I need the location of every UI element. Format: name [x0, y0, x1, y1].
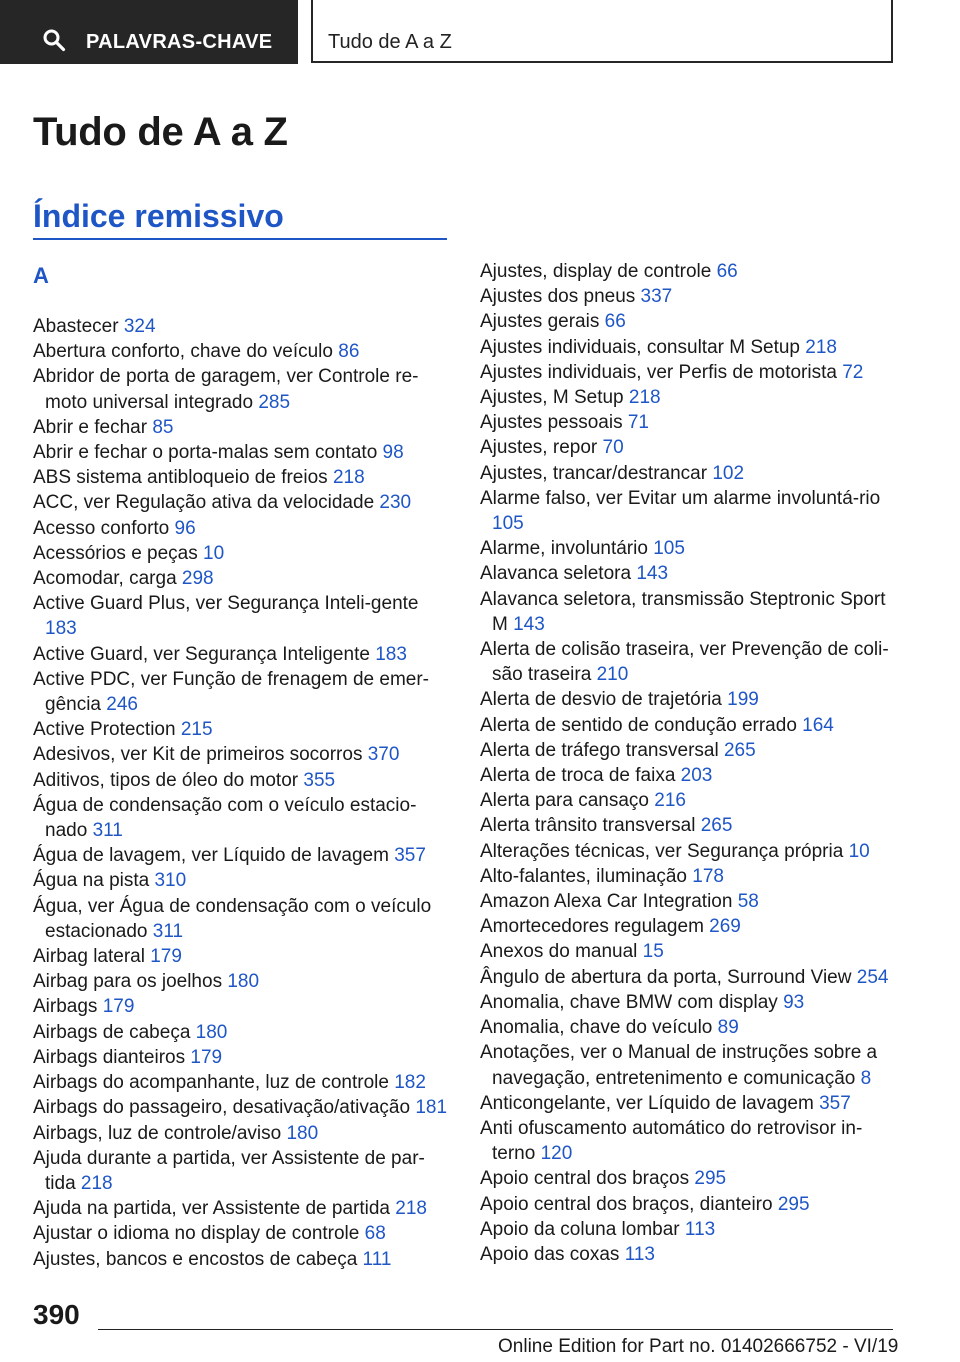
index-entry-term: Airbags, luz de controle/aviso: [33, 1122, 282, 1144]
index-entry: [33, 516, 453, 541]
page-reference-link[interactable]: 182: [394, 1072, 426, 1094]
index-entry-term: Anticongelante, ver Líquido de lavagem: [480, 1092, 814, 1114]
index-entry-term: Alerta de tráfego transversal: [480, 739, 719, 761]
page-reference-link[interactable]: 246: [106, 694, 138, 716]
index-letter-heading: A: [33, 263, 49, 288]
page-reference-link[interactable]: 310: [154, 870, 187, 892]
index-entry: [480, 738, 900, 763]
page-reference-link[interactable]: 216: [654, 790, 686, 812]
index-entry: [33, 768, 453, 793]
index-entry-term: Amazon Alexa Car Integration: [480, 891, 733, 913]
page-reference-link[interactable]: 203: [680, 765, 713, 787]
index-entry: [33, 894, 453, 944]
page-reference-link[interactable]: 311: [92, 820, 123, 842]
index-entry: [33, 944, 453, 969]
index-entry: [480, 713, 900, 738]
page-reference-link[interactable]: 180: [195, 1021, 228, 1043]
index-entry: [480, 1192, 900, 1217]
index-entry: [33, 415, 453, 440]
index-entry-term: Ângulo de abertura da porta, Surround View: [480, 966, 852, 988]
index-entry-term: Alerta de desvio de trajetória: [480, 689, 722, 711]
index-entry-term: Ajustes gerais: [480, 311, 600, 333]
index-entry: [480, 1166, 900, 1191]
index-entry: [33, 793, 453, 843]
page-reference-link[interactable]: 265: [700, 815, 733, 837]
index-entry: [33, 667, 453, 717]
index-entry-term: Alterações técnicas, ver Segurança própria: [480, 840, 844, 862]
index-entry-term: Airbags do acompanhante, luz de controle: [33, 1072, 389, 1094]
index-entry-term: Anti ofuscamento automático do retrovisor in-terno: [480, 1117, 863, 1165]
index-entry-term: Active Protection: [33, 719, 176, 741]
index-entry-term: Alavanca seletora, transmissão Steptronic Sport M: [480, 588, 886, 635]
index-entry: [33, 1247, 453, 1272]
page-reference-link[interactable]: 295: [777, 1193, 810, 1215]
index-entry: [480, 410, 900, 435]
index-entry-term: Airbags dianteiros: [33, 1046, 186, 1068]
index-entry: [480, 813, 900, 838]
page-reference-link[interactable]: 218: [628, 387, 661, 409]
index-entry-term: Ajustes dos pneus: [480, 286, 636, 308]
index-entry-term: Active PDC, ver Função de frenagem de emer-gência: [33, 668, 430, 716]
page-reference-link[interactable]: 179: [150, 946, 182, 968]
index-entry-term: Apoio da coluna lombar: [480, 1218, 680, 1240]
page-reference-link[interactable]: 355: [303, 769, 336, 791]
index-entry-term: ACC, ver Regulação ativa da velocidade: [33, 492, 375, 514]
index-entry: [33, 1196, 453, 1221]
page-reference-link[interactable]: 113: [624, 1243, 655, 1265]
index-entry-term: Amortecedores regulagem: [480, 916, 704, 938]
index-entry: [480, 1116, 900, 1166]
index-entry-term: Ajustes, trancar/destrancar: [480, 462, 708, 484]
page-reference-link[interactable]: 183: [375, 643, 407, 665]
index-entry-term: Airbags: [33, 996, 98, 1018]
page-reference-link[interactable]: 66: [604, 311, 626, 333]
page-reference-link[interactable]: 370: [367, 744, 400, 766]
index-entry: [480, 1091, 900, 1116]
index-entry-term: Ajuda durante a partida, ver Assistente de par-tida: [33, 1147, 425, 1194]
page-reference-link[interactable]: 218: [805, 336, 837, 358]
index-entry-term: Airbags do passageiro, desativação/ativação: [33, 1097, 411, 1119]
index-entry: [33, 490, 453, 515]
page-reference-link[interactable]: 86: [338, 341, 360, 363]
page-reference-link[interactable]: 71: [627, 412, 649, 434]
breadcrumb[interactable]: [311, 0, 893, 63]
index-entry-term: Anotações, ver o Manual de instruções sobre a navegação, entretenimento e comunicação: [480, 1042, 878, 1089]
index-entry: [480, 939, 900, 964]
index-entry-term: Abrir e fechar: [33, 416, 148, 438]
index-entry-term: Alarme, involuntário: [480, 538, 648, 560]
index-entry: [480, 965, 900, 990]
page-reference-link[interactable]: 120: [540, 1143, 573, 1165]
page-reference-link[interactable]: 10: [203, 542, 225, 564]
index-entry-term: Acesso conforto: [33, 517, 170, 539]
index-entry: [480, 259, 900, 284]
page-reference-link[interactable]: 70: [602, 437, 624, 459]
page-reference-link[interactable]: 89: [717, 1017, 739, 1039]
page-reference-link[interactable]: 66: [716, 261, 738, 282]
index-entry: [33, 843, 453, 868]
index-entry: [33, 1045, 453, 1070]
index-entry-term: Abastecer: [33, 316, 119, 337]
index-entry: [33, 868, 453, 893]
page-reference-link[interactable]: 357: [394, 845, 426, 867]
page-reference-link[interactable]: 337: [640, 286, 673, 308]
page-reference-link[interactable]: 85: [152, 416, 174, 438]
page-number: 390: [33, 1299, 80, 1330]
index-entry-term: Airbag lateral: [33, 946, 145, 968]
page-reference-link[interactable]: 179: [102, 996, 135, 1018]
index-entry-term: Active Guard, ver Segurança Inteligente: [33, 643, 370, 665]
page-title: Tudo de A a Z: [33, 110, 288, 154]
page-reference-link[interactable]: 181: [415, 1097, 448, 1119]
page-reference-link[interactable]: 295: [694, 1168, 727, 1190]
page-reference-link[interactable]: 254: [856, 966, 889, 988]
keywords-label: PALAVRAS-CHAVE: [86, 31, 273, 53]
index-entry: [33, 1095, 453, 1120]
section-title: Índice remissivo: [33, 198, 284, 234]
index-entry: [33, 339, 453, 364]
index-entry-term: Ajustes individuais, ver Perfis de motorista: [480, 361, 837, 383]
index-entry-term: Anexos do manual: [480, 941, 638, 963]
index-entry: [480, 687, 900, 712]
index-entry-term: Apoio central dos braços: [480, 1168, 690, 1190]
index-entry: [33, 541, 453, 566]
page-reference-link[interactable]: 218: [80, 1172, 113, 1194]
page-reference-link[interactable]: 102: [712, 462, 745, 484]
index-entry-term: Anomalia, chave BMW com display: [480, 991, 778, 1013]
index-entry-term: Alerta de sentido de condução errado: [480, 714, 797, 736]
index-entry: [480, 889, 900, 914]
page-reference-link[interactable]: 357: [819, 1092, 851, 1114]
index-entry: [480, 1015, 900, 1040]
index-entry-term: Apoio das coxas: [480, 1243, 620, 1265]
index-entry: [480, 309, 900, 334]
index-entry-term: Adesivos, ver Kit de primeiros socorros: [33, 744, 363, 766]
page-reference-link[interactable]: 215: [180, 719, 213, 741]
page-reference-link[interactable]: 180: [286, 1122, 319, 1144]
index-entry: [33, 1146, 453, 1196]
index-entry-term: Alavanca seletora: [480, 563, 632, 585]
index-entry-term: Alerta para cansaço: [480, 790, 649, 812]
page-reference-link[interactable]: 105: [492, 513, 524, 535]
index-entry: [480, 360, 900, 385]
page-reference-link[interactable]: 218: [395, 1198, 427, 1220]
index-entry: [33, 314, 453, 339]
top-bar: [0, 0, 960, 66]
index-entry: [480, 435, 900, 460]
index-entry-term: Alerta trânsito transversal: [480, 815, 696, 837]
index-entry: [480, 864, 900, 889]
index-entry-term: Abrir e fechar o porta-malas sem contato: [33, 442, 378, 464]
page-reference-link[interactable]: 93: [783, 991, 805, 1013]
index-entry-term: Ajustes, display de controle: [480, 261, 712, 282]
index-entry-term: Ajustes, M Setup: [480, 387, 624, 409]
index-entry-term: Airbag para os joelhos: [33, 971, 223, 993]
page-reference-link[interactable]: 164: [802, 714, 834, 736]
page-reference-link[interactable]: 58: [737, 891, 759, 913]
index-entry-term: ABS sistema antibloqueio de freios: [33, 467, 328, 489]
index-entry: [480, 839, 900, 864]
index-entry: [33, 1221, 453, 1246]
index-entry-term: Acomodar, carga: [33, 568, 177, 590]
page-reference-link[interactable]: 230: [379, 492, 412, 514]
index-entry-term: Água, ver Água de condensação com o veículo estacionado: [33, 895, 432, 942]
page-reference-link[interactable]: 269: [709, 916, 741, 938]
index-entry-term: Abertura conforto, chave do veículo: [33, 341, 333, 363]
index-entry-term: Ajustes pessoais: [480, 412, 623, 434]
index-column-right: [480, 259, 900, 1267]
keywords-tab[interactable]: [0, 0, 298, 64]
page-reference-link[interactable]: 178: [692, 865, 724, 887]
index-entry: [33, 742, 453, 767]
page-reference-link[interactable]: 311: [152, 920, 184, 942]
index-entry: [480, 990, 900, 1015]
page-reference-link[interactable]: 265: [723, 739, 756, 761]
index-entry: [480, 461, 900, 486]
index-entry: [480, 587, 900, 637]
index-entry-term: Alerta de colisão traseira, ver Prevenção de coli-são traseira: [480, 639, 889, 686]
footer-divider: [98, 1329, 893, 1330]
page-reference-link[interactable]: 111: [362, 1248, 392, 1270]
index-entry: [480, 335, 900, 360]
page-reference-link[interactable]: 180: [227, 971, 260, 993]
index-entry-term: Ajustes individuais, consultar M Setup: [480, 336, 800, 358]
index-entry: [33, 969, 453, 994]
index-entry: [33, 566, 453, 591]
index-entry-term: Ajustar o idioma no display de controle: [33, 1223, 360, 1245]
index-entry-term: Água de condensação com o veículo estacio-nado: [33, 794, 417, 842]
index-entry: [480, 1217, 900, 1242]
index-entry: [33, 717, 453, 742]
page-reference-link[interactable]: 179: [190, 1046, 223, 1068]
page-reference-link[interactable]: 96: [174, 517, 196, 539]
index-entry: [480, 763, 900, 788]
index-entry: [480, 284, 900, 309]
edition-footer: Online Edition for Part no. 01402666752 - VI/19: [498, 1336, 899, 1357]
index-entry-term: Alarme falso, ver Evitar um alarme involuntá-rio: [480, 487, 881, 509]
index-entry-term: Active Guard Plus, ver Segurança Inteli-gente: [33, 593, 419, 615]
index-entry-term: Água de lavagem, ver Líquido de lavagem: [33, 845, 389, 867]
page-reference-link[interactable]: 105: [653, 538, 685, 560]
index-entry-term: Água na pista: [33, 870, 150, 892]
section-divider: [33, 238, 447, 240]
page-reference-link[interactable]: 218: [332, 467, 365, 489]
index-entry: [33, 1020, 453, 1045]
page-reference-link[interactable]: 298: [181, 568, 214, 590]
index-entry: [33, 994, 453, 1019]
index-entry-term: Alto-falantes, iluminação: [480, 865, 687, 887]
index-entry: [480, 914, 900, 939]
index-entry: [33, 1070, 453, 1095]
page-reference-link[interactable]: 10: [848, 840, 870, 862]
index-column-left: [33, 314, 453, 1272]
page-reference-link[interactable]: 285: [258, 391, 291, 413]
index-entry-term: Acessórios e peças: [33, 542, 198, 564]
index-entry-term: Abridor de porta de garagem, ver Controle re-moto universal integrado: [33, 366, 419, 413]
index-entry: [480, 385, 900, 410]
search-icon: [42, 28, 66, 52]
page-reference-link[interactable]: 8: [860, 1067, 872, 1089]
index-entry-term: Ajuda na partida, ver Assistente de partida: [33, 1198, 391, 1220]
page-reference-link[interactable]: 72: [842, 361, 864, 383]
page-reference-link[interactable]: 15: [642, 941, 664, 963]
index-entry-term: Ajustes, bancos e encostos de cabeça: [33, 1248, 358, 1270]
index-entry: [480, 788, 900, 813]
index-entry: [480, 1242, 900, 1267]
index-entry: [33, 642, 453, 667]
index-entry: [480, 561, 900, 586]
index-entry: [33, 591, 453, 641]
index-entry: [480, 536, 900, 561]
index-entry: [33, 465, 453, 490]
index-entry: [480, 1040, 900, 1090]
page-reference-link[interactable]: 98: [382, 442, 404, 464]
index-entry-term: Ajustes, repor: [480, 437, 598, 459]
index-entry-term: Aditivos, tipos de óleo do motor: [33, 769, 299, 791]
page-reference-link[interactable]: 183: [45, 618, 77, 640]
page-reference-link[interactable]: 324: [123, 316, 156, 337]
index-entry: [33, 364, 453, 414]
page-reference-link[interactable]: 68: [364, 1223, 386, 1245]
index-entry-term: Alerta de troca de faixa: [480, 765, 676, 787]
breadcrumb-label: Tudo de A a Z: [328, 31, 452, 53]
page-reference-link[interactable]: 199: [727, 689, 759, 711]
index-entry: [33, 1121, 453, 1146]
index-entry-term: Anomalia, chave do veículo: [480, 1017, 713, 1039]
page-reference-link[interactable]: 143: [636, 563, 669, 585]
index-entry: [480, 637, 900, 687]
page-reference-link[interactable]: 143: [513, 613, 545, 635]
index-entry: [33, 440, 453, 465]
page-reference-link[interactable]: 113: [684, 1218, 716, 1240]
page-reference-link[interactable]: 210: [596, 664, 629, 686]
index-entry-term: Airbags de cabeça: [33, 1021, 191, 1043]
index-entry-term: Apoio central dos braços, dianteiro: [480, 1193, 773, 1215]
index-entry: [480, 486, 900, 536]
